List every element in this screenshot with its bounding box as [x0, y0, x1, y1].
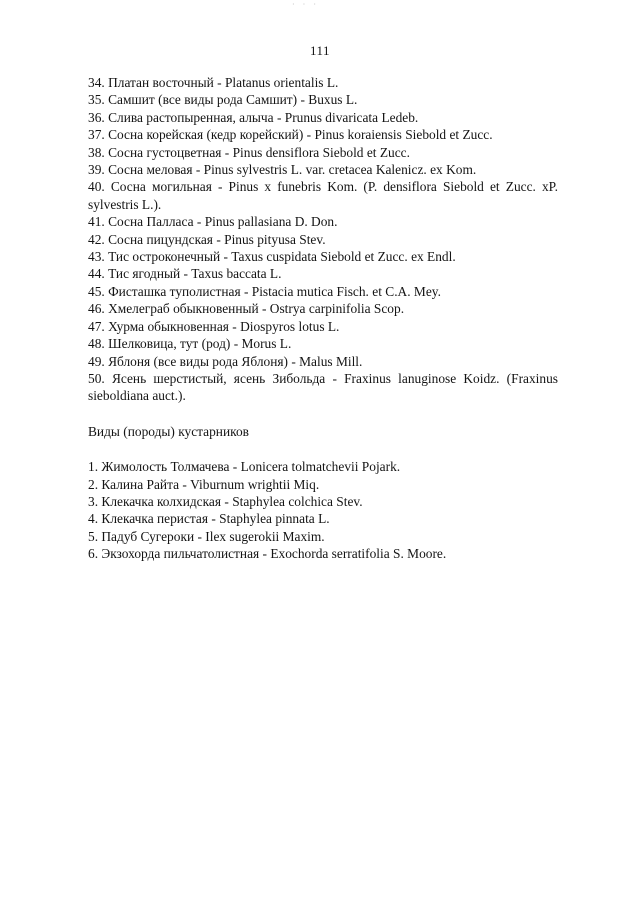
list-item: 43. Тис остроконечный - Taxus cuspidata Siebold et Zucc. ex Endl. [88, 249, 456, 265]
list-item: 34. Платан восточный - Platanus orientalis L. [88, 75, 339, 90]
shrub-species-list [88, 458, 558, 562]
list-item: 36. Слива растопыренная, алыча - Prunus divaricata Ledeb. [88, 109, 419, 125]
list-item: 35. Самшит (все виды рода Самшит) - Buxus L. [88, 92, 358, 108]
document-body [88, 74, 558, 563]
list-item: 40. Сосна могильная - Pinus x funebris Kom. (P. densiflora Siebold et Zucc. xP. sylvestris L.). [88, 179, 558, 212]
list-item: 4. Клекачка перистая - Staphylea pinnata L. [88, 511, 330, 527]
section-heading-shrubs: Виды (породы) кустарников [88, 423, 249, 439]
list-item: 6. Экзохорда пильчатолистная - Exochorda serratifolia S. Moore. [88, 546, 447, 562]
list-item: 1. Жимолость Толмачева - Lonicera tolmatchevii Pojark. [88, 459, 401, 475]
list-item: 48. Шелковица, тут (род) - Morus L. [88, 336, 292, 352]
tree-species-list [88, 74, 558, 405]
list-item: 46. Хмелеграб обыкновенный - Ostrya carpinifolia Scop. [88, 301, 405, 317]
list-item: 47. Хурма обыкновенная - Diospyros lotus L. [88, 318, 340, 334]
list-item: 41. Сосна Палласа - Pinus pallasiana D. Don. [88, 214, 338, 230]
list-item: 2. Калина Райта - Viburnum wrightii Miq. [88, 476, 320, 492]
list-item: 39. Сосна меловая - Pinus sylvestris L. var. cretacea Kalenicz. ex Kom. [88, 162, 477, 178]
list-item: 44. Тис ягодный - Taxus baccata L. [88, 266, 282, 282]
top-scan-mark: · · · [292, 0, 319, 9]
list-item: 5. Падуб Сугероки - Ilex sugerokii Maxim. [88, 528, 325, 544]
list-item: 38. Сосна густоцветная - Pinus densiflora Siebold et Zucc. [88, 144, 410, 160]
list-item: 37. Сосна корейская (кедр корейский) - Pinus koraiensis Siebold et Zucc. [88, 127, 493, 143]
page-number: 111 [309, 43, 331, 58]
list-item: 50. Ясень шерстистый, ясень Зибольда - Fraxinus lanuginose Koidz. (Fraxinus sieboldiana auct.). [88, 370, 558, 404]
list-item: 3. Клекачка колхидская - Staphylea colchica Stev. [88, 493, 363, 509]
list-item: 45. Фисташка туполистная - Pistacia mutica Fisch. et C.A. Mey. [88, 283, 441, 299]
list-item: 49. Яблоня (все виды рода Яблоня) - Malus Mill. [88, 353, 363, 369]
list-item: 42. Сосна пицундская - Pinus pityusa Stev. [88, 231, 326, 247]
